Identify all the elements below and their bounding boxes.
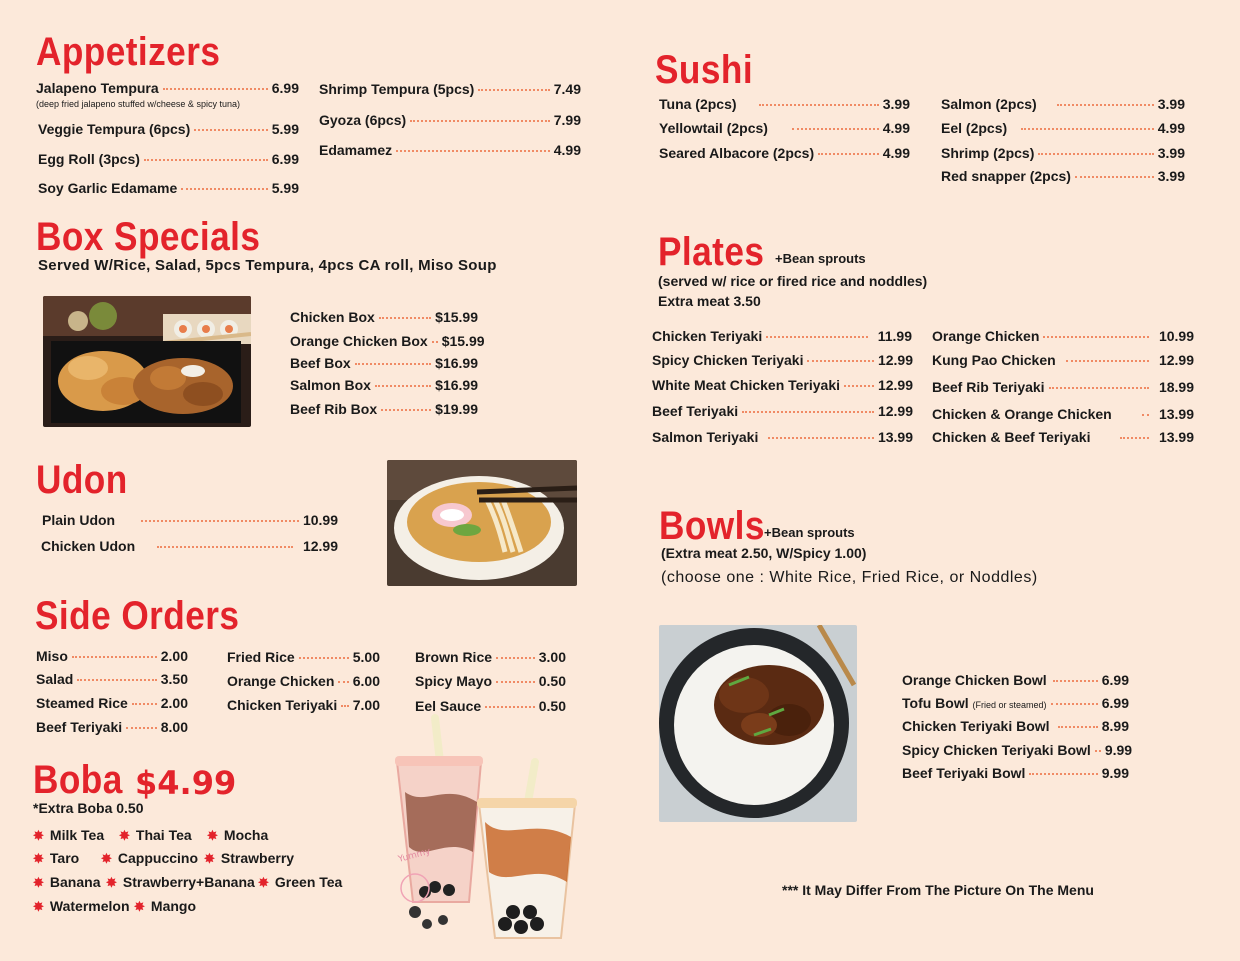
item-price: 6.00 [352,673,380,689]
boba-flavor: ✸ Milk Tea [33,827,105,843]
plates-note: (served w/ rice or fired rice and noddles) [658,273,928,289]
menu-item [941,96,1185,112]
menu-item [932,429,1194,445]
bento-box-photo [43,296,251,427]
item-price: 4.99 [553,142,581,158]
item-name: Orange Chicken [227,673,335,689]
menu-item [319,142,581,158]
boba-flavor: ✸ Strawberry [204,850,295,866]
menu-item [932,406,1194,422]
item-name: Chicken Box [290,309,375,325]
menu-item [38,151,299,167]
menu-item [902,718,1129,734]
item-name: Beef Teriyaki [36,719,123,735]
item-name: Kung Pao Chicken [932,352,1056,368]
plates-title: Plates [658,230,765,274]
item-name: Beef Rib Box [290,401,378,417]
menu-item [36,648,188,664]
item-name: Gyoza (6pcs) [319,112,407,128]
item-name: Shrimp Tempura (5pcs) [319,81,475,97]
item-price: 7.00 [352,697,380,713]
boba-price: $4.99 [135,764,237,802]
menu-item [36,671,188,687]
item-name: Orange Chicken Bowl [902,672,1047,688]
menu-item [941,168,1185,184]
item-price: 4.99 [882,145,910,161]
item-price: 3.99 [1157,145,1185,161]
item-name: Salmon Teriyaki [652,429,759,445]
menu-item [941,120,1185,136]
boba-flavor: ✸ Taro [33,850,80,866]
menu-item [902,672,1129,688]
appetizers-title: Appetizers [36,30,221,74]
menu-item [932,352,1194,368]
boba-flavor: ✸ Cappuccino [101,850,199,866]
item-note: (Fried or steamed) [972,700,1047,710]
menu-item [38,180,299,196]
menu-item [902,742,1133,758]
boba-flavor: ✸ Strawberry+Banana [106,874,255,890]
star-icon: ✸ [33,851,44,866]
item-price: 12.99 [877,352,913,368]
item-name: Orange Chicken [932,328,1040,344]
item-price: 9.99 [1104,742,1133,758]
item-name: Salmon Box [290,377,371,393]
item-name: Spicy Mayo [415,673,493,689]
item-name: Beef Box [290,355,351,371]
star-icon: ✸ [101,851,112,866]
item-price: 11.99 [877,328,912,344]
menu-item [42,512,338,528]
item-price: 5.00 [352,649,380,665]
boba-cups-illustration [385,712,585,942]
item-price: $19.99 [435,401,478,417]
item-price: 2.00 [160,695,188,711]
item-name: Miso [36,648,68,664]
boba-extra: *Extra Boba 0.50 [33,800,144,816]
menu-item [290,333,485,349]
side-orders-title: Side Orders [35,594,240,638]
item-price: 6.99 [271,80,299,96]
item-name: Egg Roll (3pcs) [38,151,140,167]
item-price: 3.00 [538,649,566,665]
item-price: 2.00 [160,648,188,664]
item-price: 10.99 [1158,328,1194,344]
menu-item [659,145,910,161]
item-price: 7.99 [553,112,581,128]
item-price: 0.50 [538,698,566,714]
boba-flavor: ✸ Mango [134,898,197,914]
star-icon: ✸ [33,899,44,914]
item-price: 4.99 [1157,120,1185,136]
item-name: Beef Teriyaki [652,403,739,419]
item-name: Plain Udon [42,512,116,528]
menu-item [227,697,380,713]
menu-item [415,673,566,689]
plates-extra: Extra meat 3.50 [658,293,761,309]
bowls-note: (Extra meat 2.50, W/Spicy 1.00) [661,545,867,561]
star-icon: ✸ [119,828,130,843]
menu-item [652,352,913,368]
menu-item [902,765,1129,781]
item-price: 3.50 [160,671,188,687]
item-price: 3.99 [882,96,910,112]
item-name: Spicy Chicken Teriyaki Bowl [902,742,1091,758]
menu-item [652,377,913,393]
menu-item [932,328,1194,344]
item-price: 12.99 [1158,352,1194,368]
bowls-choose: (choose one : White Rice, Fried Rice, or Noddles) [661,569,1038,586]
menu-item [941,145,1185,161]
udon-title: Udon [36,458,128,502]
item-price: 5.99 [271,180,299,196]
item-name: Fried Rice [227,649,295,665]
item-name: Edamamez [319,142,393,158]
item-name: Red snapper (2pcs) [941,168,1071,184]
item-price: 13.99 [1158,406,1194,422]
menu-item [227,673,380,689]
menu-item [290,355,478,371]
star-icon: ✸ [134,899,145,914]
menu-item [652,403,913,419]
star-icon: ✸ [33,828,44,843]
menu-item [902,695,1129,711]
item-price: $16.99 [435,377,478,393]
item-name: Chicken Teriyaki [652,328,763,344]
boba-flavor: ✸ Banana [33,874,101,890]
menu-item [652,429,913,445]
item-price: 12.99 [877,403,913,419]
menu-item [659,120,910,136]
menu-item [36,80,299,96]
menu-item [38,121,299,137]
menu-item [227,649,380,665]
menu-item [41,538,338,554]
menu-item [932,379,1194,395]
menu-item [290,401,478,417]
item-name: Salad [36,671,74,687]
yummy-text: Yummy [397,846,432,865]
item-name: Orange Chicken Box [290,333,428,349]
menu-item [319,112,581,128]
menu-item [415,649,566,665]
item-price: 13.99 [877,429,913,445]
item-name: Chicken Teriyaki Bowl [902,718,1050,734]
item-price: 0.50 [538,673,566,689]
item-name: Chicken & Orange Chicken [932,406,1112,422]
item-price: 8.00 [160,719,188,735]
item-name: Eel Sauce [415,698,482,714]
item-name: Jalapeno Tempura [36,80,159,96]
item-price: 12.99 [302,538,338,554]
disclaimer: *** It May Differ From The Picture On The Menu [782,882,1094,898]
item-name: Shrimp (2pcs) [941,145,1035,161]
item-name: Spicy Chicken Teriyaki [652,352,804,368]
item-name: Chicken Teriyaki [227,697,338,713]
item-name: Seared Albacore (2pcs) [659,145,815,161]
item-price: 3.99 [1157,168,1185,184]
item-name: Veggie Tempura (6pcs) [38,121,191,137]
item-price: 7.49 [553,81,581,97]
star-icon: ✸ [204,851,215,866]
item-price: 13.99 [1158,429,1194,445]
item-name: Steamed Rice [36,695,128,711]
item-price: 3.99 [1157,96,1185,112]
item-name: Soy Garlic Edamame [38,180,178,196]
star-icon: ✸ [258,875,269,890]
menu-item [290,309,478,325]
menu-item [36,695,188,711]
item-price: 6.99 [271,151,299,167]
bowls-title: Bowls [659,504,765,548]
item-note: (deep fried jalapeno stuffed w/cheese & spicy tuna) [36,99,240,109]
item-name: White Meat Chicken Teriyaki [652,377,841,393]
box-specials-subtitle: Served W/Rice, Salad, 5pcs Tempura, 4pcs CA roll, Miso Soup [38,257,497,274]
star-icon: ✸ [33,875,44,890]
item-name: Tuna (2pcs) [659,96,737,112]
sushi-title: Sushi [655,48,754,92]
item-name: Brown Rice [415,649,493,665]
item-name: Beef Rib Teriyaki [932,379,1045,395]
item-price: 4.99 [882,120,910,136]
bowls-addon: +Bean sprouts [764,525,855,540]
item-price: 8.99 [1101,718,1129,734]
item-price: 9.99 [1101,765,1129,781]
item-name: Eel (2pcs) [941,120,1008,136]
menu-item [319,81,581,97]
item-name: Chicken Udon [41,538,136,554]
udon-bowl-photo [387,460,577,586]
star-icon: ✸ [207,828,218,843]
item-price: 6.99 [1101,672,1129,688]
menu-item [652,328,912,344]
menu-item [659,96,910,112]
menu-item [36,719,188,735]
boba-flavor: ✸ Thai Tea [119,827,192,843]
plates-addon: +Bean sprouts [775,251,866,266]
boba-flavor: ✸ Green Tea [258,874,343,890]
item-price: 5.99 [271,121,299,137]
item-price: $16.99 [435,355,478,371]
item-price: 12.99 [877,377,913,393]
item-price: 10.99 [302,512,338,528]
box-specials-title: Box Specials [36,215,261,259]
teriyaki-bowl-photo [659,625,857,822]
boba-flavor: ✸ Mocha [207,827,269,843]
item-name: Salmon (2pcs) [941,96,1037,112]
item-name: Beef Teriyaki Bowl [902,765,1026,781]
boba-title: Boba [33,758,123,802]
star-icon: ✸ [106,875,117,890]
item-price: $15.99 [441,333,485,349]
item-price: 6.99 [1101,695,1129,711]
item-price: $15.99 [435,309,478,325]
boba-flavor: ✸ Watermelon [33,898,130,914]
item-name: Chicken & Beef Teriyaki [932,429,1091,445]
menu-item [290,377,478,393]
item-name: Yellowtail (2pcs) [659,120,768,136]
item-price: 18.99 [1158,379,1194,395]
item-name: Tofu Bowl (Fried or steamed) [902,695,1047,711]
